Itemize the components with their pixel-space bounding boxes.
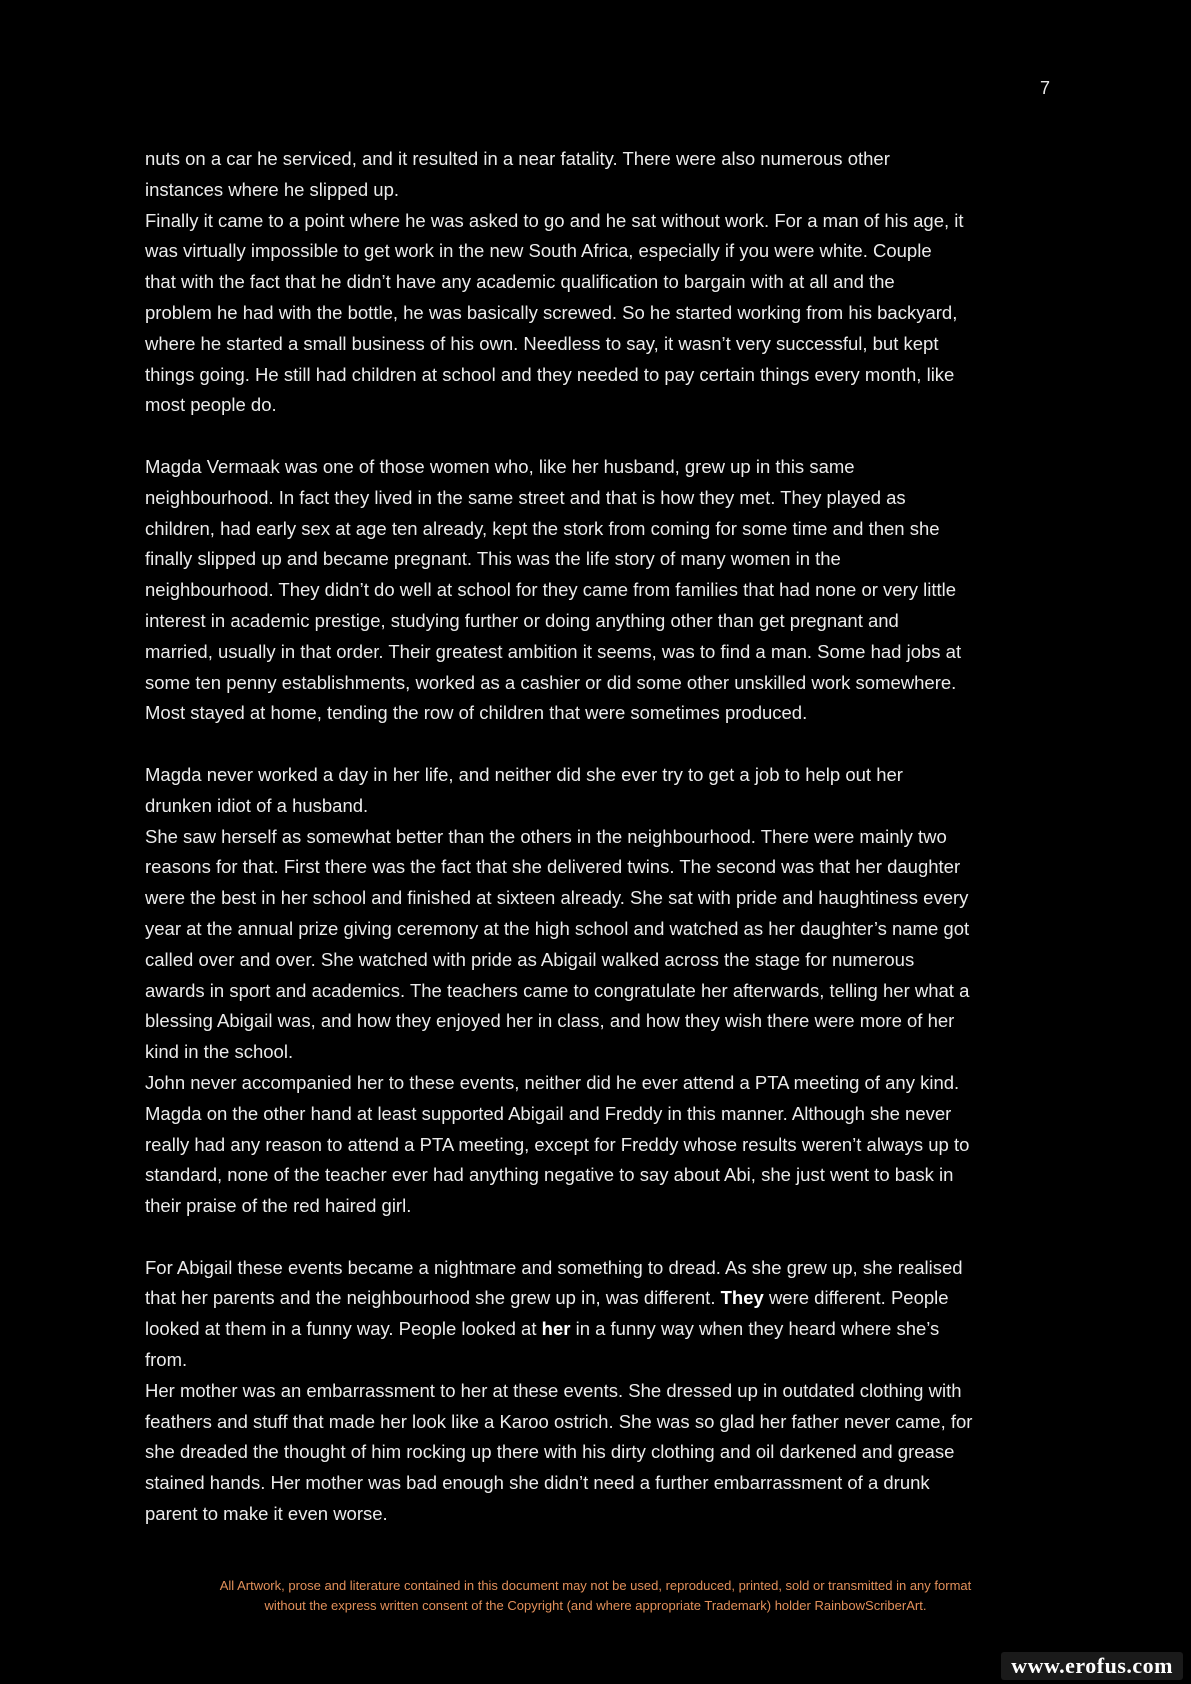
text-line: nuts on a car he serviced, and it resulted in a near fatality. There were also numerous other: [145, 148, 890, 169]
copyright-line: All Artwork, prose and literature contained in this document may not be used, reproduced, printed, sold or transmitted in any format: [219, 1578, 972, 1593]
copyright-footer: [0, 1576, 1191, 1616]
emphasis-they: They: [720, 1287, 764, 1309]
text-line: John never accompanied her to these events, neither did he ever attend a PTA meeting of any kind.: [145, 1071, 960, 1093]
text-line: Her mother was an embarrassment to her at these events. She dressed up in outdated clothing with: [145, 1379, 962, 1401]
text-line: children, had early sex at age ten already, kept the stork from coming for some time and then she: [145, 517, 940, 539]
text-line: were the best in her school and finished at sixteen already. She sat with pride and haughtiness every: [145, 887, 969, 909]
text-line: blessing Abigail was, and how they enjoyed her in class, and how they wish there were more of her: [145, 1010, 955, 1032]
text-line: their praise of the red haired girl.: [145, 1195, 412, 1217]
text-line: called over and over. She watched with pride as Abigail walked across the stage for numerous: [145, 948, 915, 970]
text-line: For Abigail these events became a nightmare and something to dread. As she grew up, she realised: [145, 1256, 963, 1278]
text-fragment: looked at them in a funny way. People looked at: [145, 1318, 537, 1340]
text-line: kind in the school.: [145, 1041, 294, 1063]
text-line: She saw herself as somewhat better than the others in the neighbourhood. There were mainly two: [145, 825, 947, 847]
text-line: drunken idiot of a husband.: [145, 794, 369, 816]
text-line: standard, none of the teacher ever had anything negative to say about Abi, she just went to bask in: [145, 1164, 954, 1186]
text-line: Finally it came to a point where he was asked to go and he sat without work. For a man of his age, it: [145, 209, 964, 231]
text-line: finally slipped up and became pregnant. This was the life story of many women in the: [145, 548, 841, 570]
text-line: awards in sport and academics. The teachers came to congratulate her afterwards, telling her what a: [145, 979, 970, 1001]
text-line: she dreaded the thought of him rocking up there with his dirty clothing and oil darkened and grease: [145, 1441, 955, 1463]
text-line: year at the annual prize giving ceremony at the high school and watched as her daughter’s name got: [145, 917, 970, 939]
text-line: really had any reason to attend a PTA meeting, except for Freddy whose results weren’t always up to: [145, 1133, 970, 1155]
text-fragment: in a funny way when they heard where she’s: [575, 1318, 940, 1340]
text-line: interest in academic prestige, studying further or doing anything other than get pregnant and: [145, 609, 899, 631]
text-line: was virtually impossible to get work in the new South Africa, especially if you were white. Couple: [145, 240, 932, 262]
text-fragment: that her parents and the neighbourhood she grew up in, was different.: [145, 1287, 716, 1309]
text-line: Magda never worked a day in her life, and neither did she ever try to get a job to help out her: [145, 763, 903, 785]
text-line: problem he had with the bottle, he was basically screwed. So he started working from his backyard,: [145, 301, 958, 323]
paragraph-gap: [145, 729, 1053, 760]
text-line: things going. He still had children at school and they needed to pay certain things every month, like: [145, 363, 955, 385]
text-line: married, usually in that order. Their greatest ambition it seems, was to find a man. Some had jobs at: [145, 640, 962, 662]
text-line: feathers and stuff that made her look like a Karoo ostrich. She was so glad her father never came, for: [145, 1410, 973, 1432]
text-line: parent to make it even worse.: [145, 1503, 388, 1525]
text-line: instances where he slipped up.: [145, 178, 400, 200]
text-line: some ten penny establishments, worked as a cashier or did some other unskilled work somewhere.: [145, 671, 957, 693]
document-body: [145, 144, 1053, 1530]
text-line: reasons for that. First there was the fact that she delivered twins. The second was that her daughter: [145, 856, 961, 878]
paragraph-gap: [145, 1222, 1053, 1253]
text-line: Most stayed at home, tending the row of children that were sometimes produced.: [145, 702, 808, 724]
text-line: where he started a small business of his own. Needless to say, it wasn’t very successful, but kept: [145, 332, 939, 354]
copyright-line: without the express written consent of the Copyright (and where appropriate Trademark) holder RainbowScriberArt.: [264, 1598, 927, 1613]
text-line: most people do.: [145, 394, 277, 416]
text-line: that with the fact that he didn’t have any academic qualification to bargain with at all and the: [145, 271, 895, 293]
text-line: Magda Vermaak was one of those women who, like her husband, grew up in this same: [145, 455, 855, 477]
text-line: from.: [145, 1349, 188, 1371]
text-line: stained hands. Her mother was bad enough she didn’t need a further embarrassment of a drunk: [145, 1472, 930, 1494]
text-line: neighbourhood. In fact they lived in the same street and that is how they met. They played as: [145, 486, 906, 508]
paragraph-gap: [145, 421, 1053, 452]
text-line: [145, 1283, 1053, 1314]
text-line: Magda on the other hand at least supported Abigail and Freddy in this manner. Although she never: [145, 1102, 952, 1124]
emphasis-her: her: [541, 1318, 571, 1340]
text-line: neighbourhood. They didn’t do well at school for they came from families that had none or very little: [145, 579, 957, 601]
text-line: [145, 1314, 1053, 1345]
watermark: www.erofus.com: [1001, 1652, 1183, 1680]
page-number: 7: [1039, 78, 1050, 98]
text-fragment: were different. People: [768, 1287, 949, 1309]
